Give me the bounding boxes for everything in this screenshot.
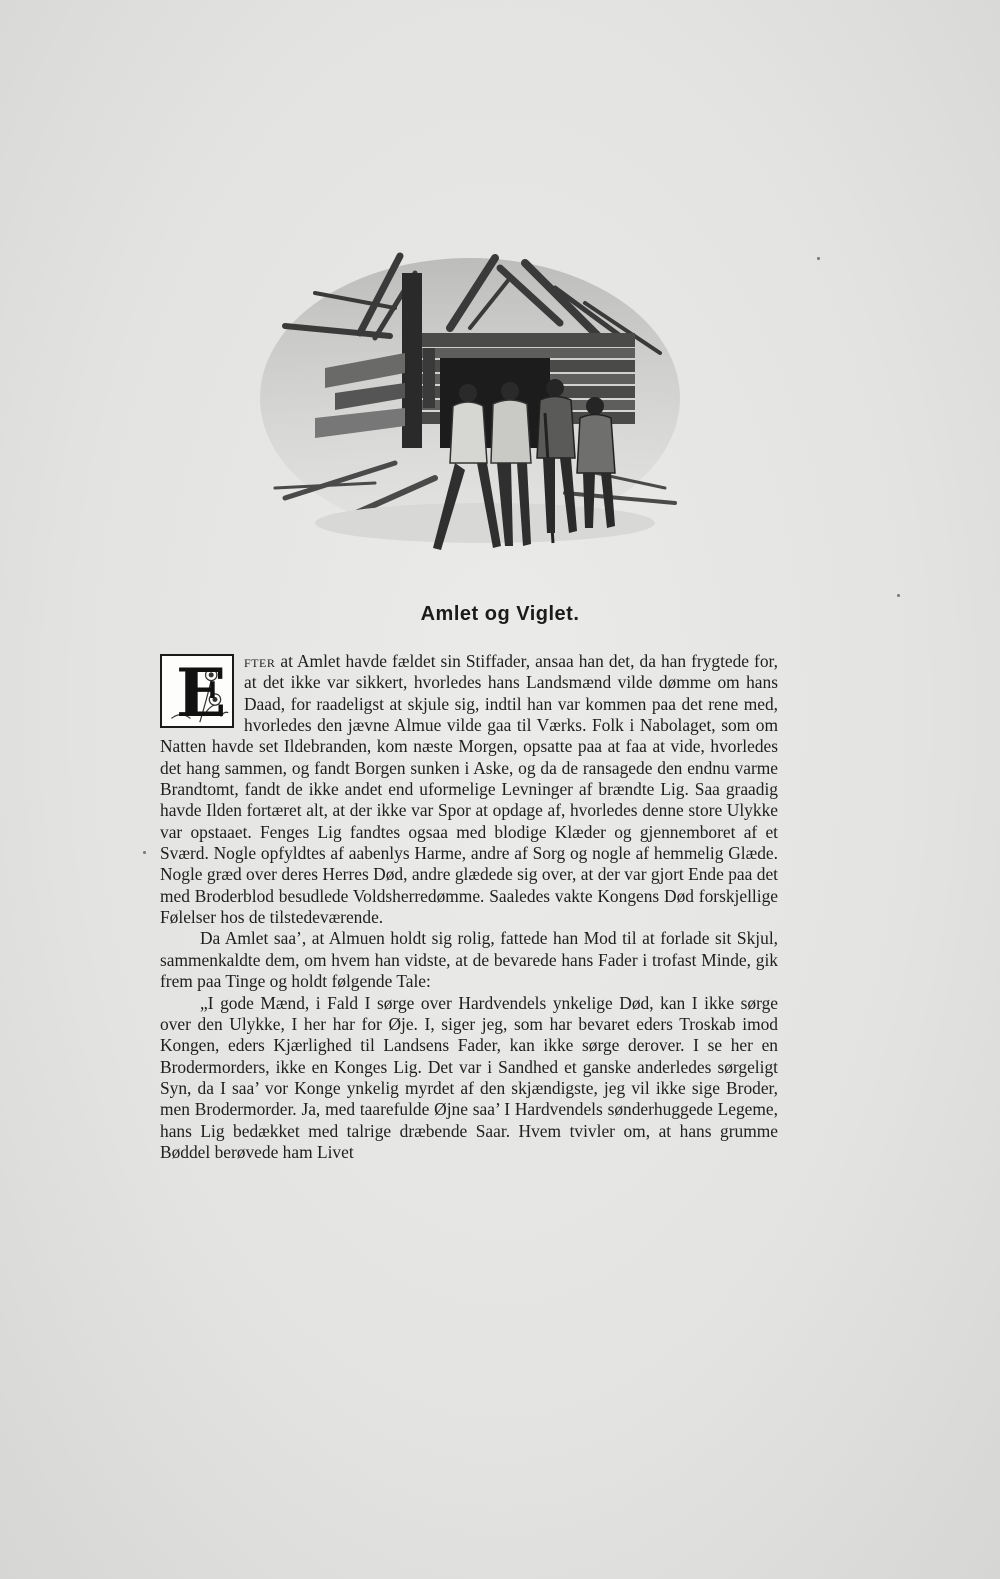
paragraph-1 xyxy=(160,651,778,928)
stray-ink-mark xyxy=(817,257,820,260)
paragraph-2: Da Amlet saa’, at Almuen holdt sig rolig, fattede han Mod til at forlade sit Skjul, sammenkaldte dem, om hvem han vidste, at de bevarede hans Fader i trofast Minde, gik frem paa Tinge og holdt følgende Tale: xyxy=(160,928,778,992)
body-text xyxy=(160,651,778,1163)
stray-ink-mark xyxy=(143,851,146,854)
stray-ink-mark xyxy=(897,594,900,597)
burned-house-illustration xyxy=(255,248,685,558)
opening-word-rest: fter xyxy=(244,651,276,671)
ornamental-initial-icon xyxy=(160,654,234,728)
paragraph-3: „I gode Mænd, i Fald I sørge over Hardvendels ynkelige Død, kan I ikke sørge over den Ulykke, I her har for Øje. I, siger jeg, som har bevaret eders Troskab imod Kongen, eders Kjærlighed til Landsens Fader, kan ikke sørge derover. I se her en Brodermorders, ikke en Konges Lig. Det var i Sandhed et ganske anderledes sørgeligt Syn, da I saa’ vor Konge ynkelig myrdet af den skjændigste, jeg vil ikke sige Broder, men Brodermorder. Ja, med taarefulde Øjne saa’ I Hardvendels sønderhuggede Legeme, hans Lig bedækket med talrige dræbende Saar. Hvem tvivler om, at hans grumme Bøddel berøvede ham Livet xyxy=(160,992,778,1162)
chapter-title: Amlet og Viglet. xyxy=(420,603,580,625)
men-inspecting-ruins-icon xyxy=(255,248,685,558)
paragraph-1-text: at Amlet havde fældet sin Stiffader, ansaa han det, da han frygtede for, at det ikke var sikkert, hvorledes hans Landsmænd vilde dømme om hans Daad, for raadeligst at skjule sig, indtil han var kommen paa det rene med, hvorledes den jævne Almue vilde gaa til Værks. Folk i Nabolaget, som om Natten havde set Ildebranden, kom næste Morgen, opsatte paa at faa at vide, hvorledes det hang sammen, og fandt Borgen sunken i Aske, og da de ransagede den endnu varme Brandtomt, fandt de ikke andet end uformelige Levninger af brændte Lig. Saa graadig havde Ilden fortæret alt, at der ikke var Spor at opdage af, hvorledes denne store Ulykke var opstaaet. Fenges Lig fandtes ogsaa med blodige Klæder og gjennemboret af et Sværd. Nogle opfyldtes af aabenlys Harme, andre af Sorg og nogle af hemmelig Glæde. Nogle græd over deres Herres Død, andre glædede sig over, at der var gjort Ende paa det med Broderblod besudlede Voldsherredømme. Saaledes vakte Kongens Død forskjellige Følelser hos de tilstedeværende. xyxy=(160,651,778,928)
drop-cap-letter: E xyxy=(176,654,227,728)
